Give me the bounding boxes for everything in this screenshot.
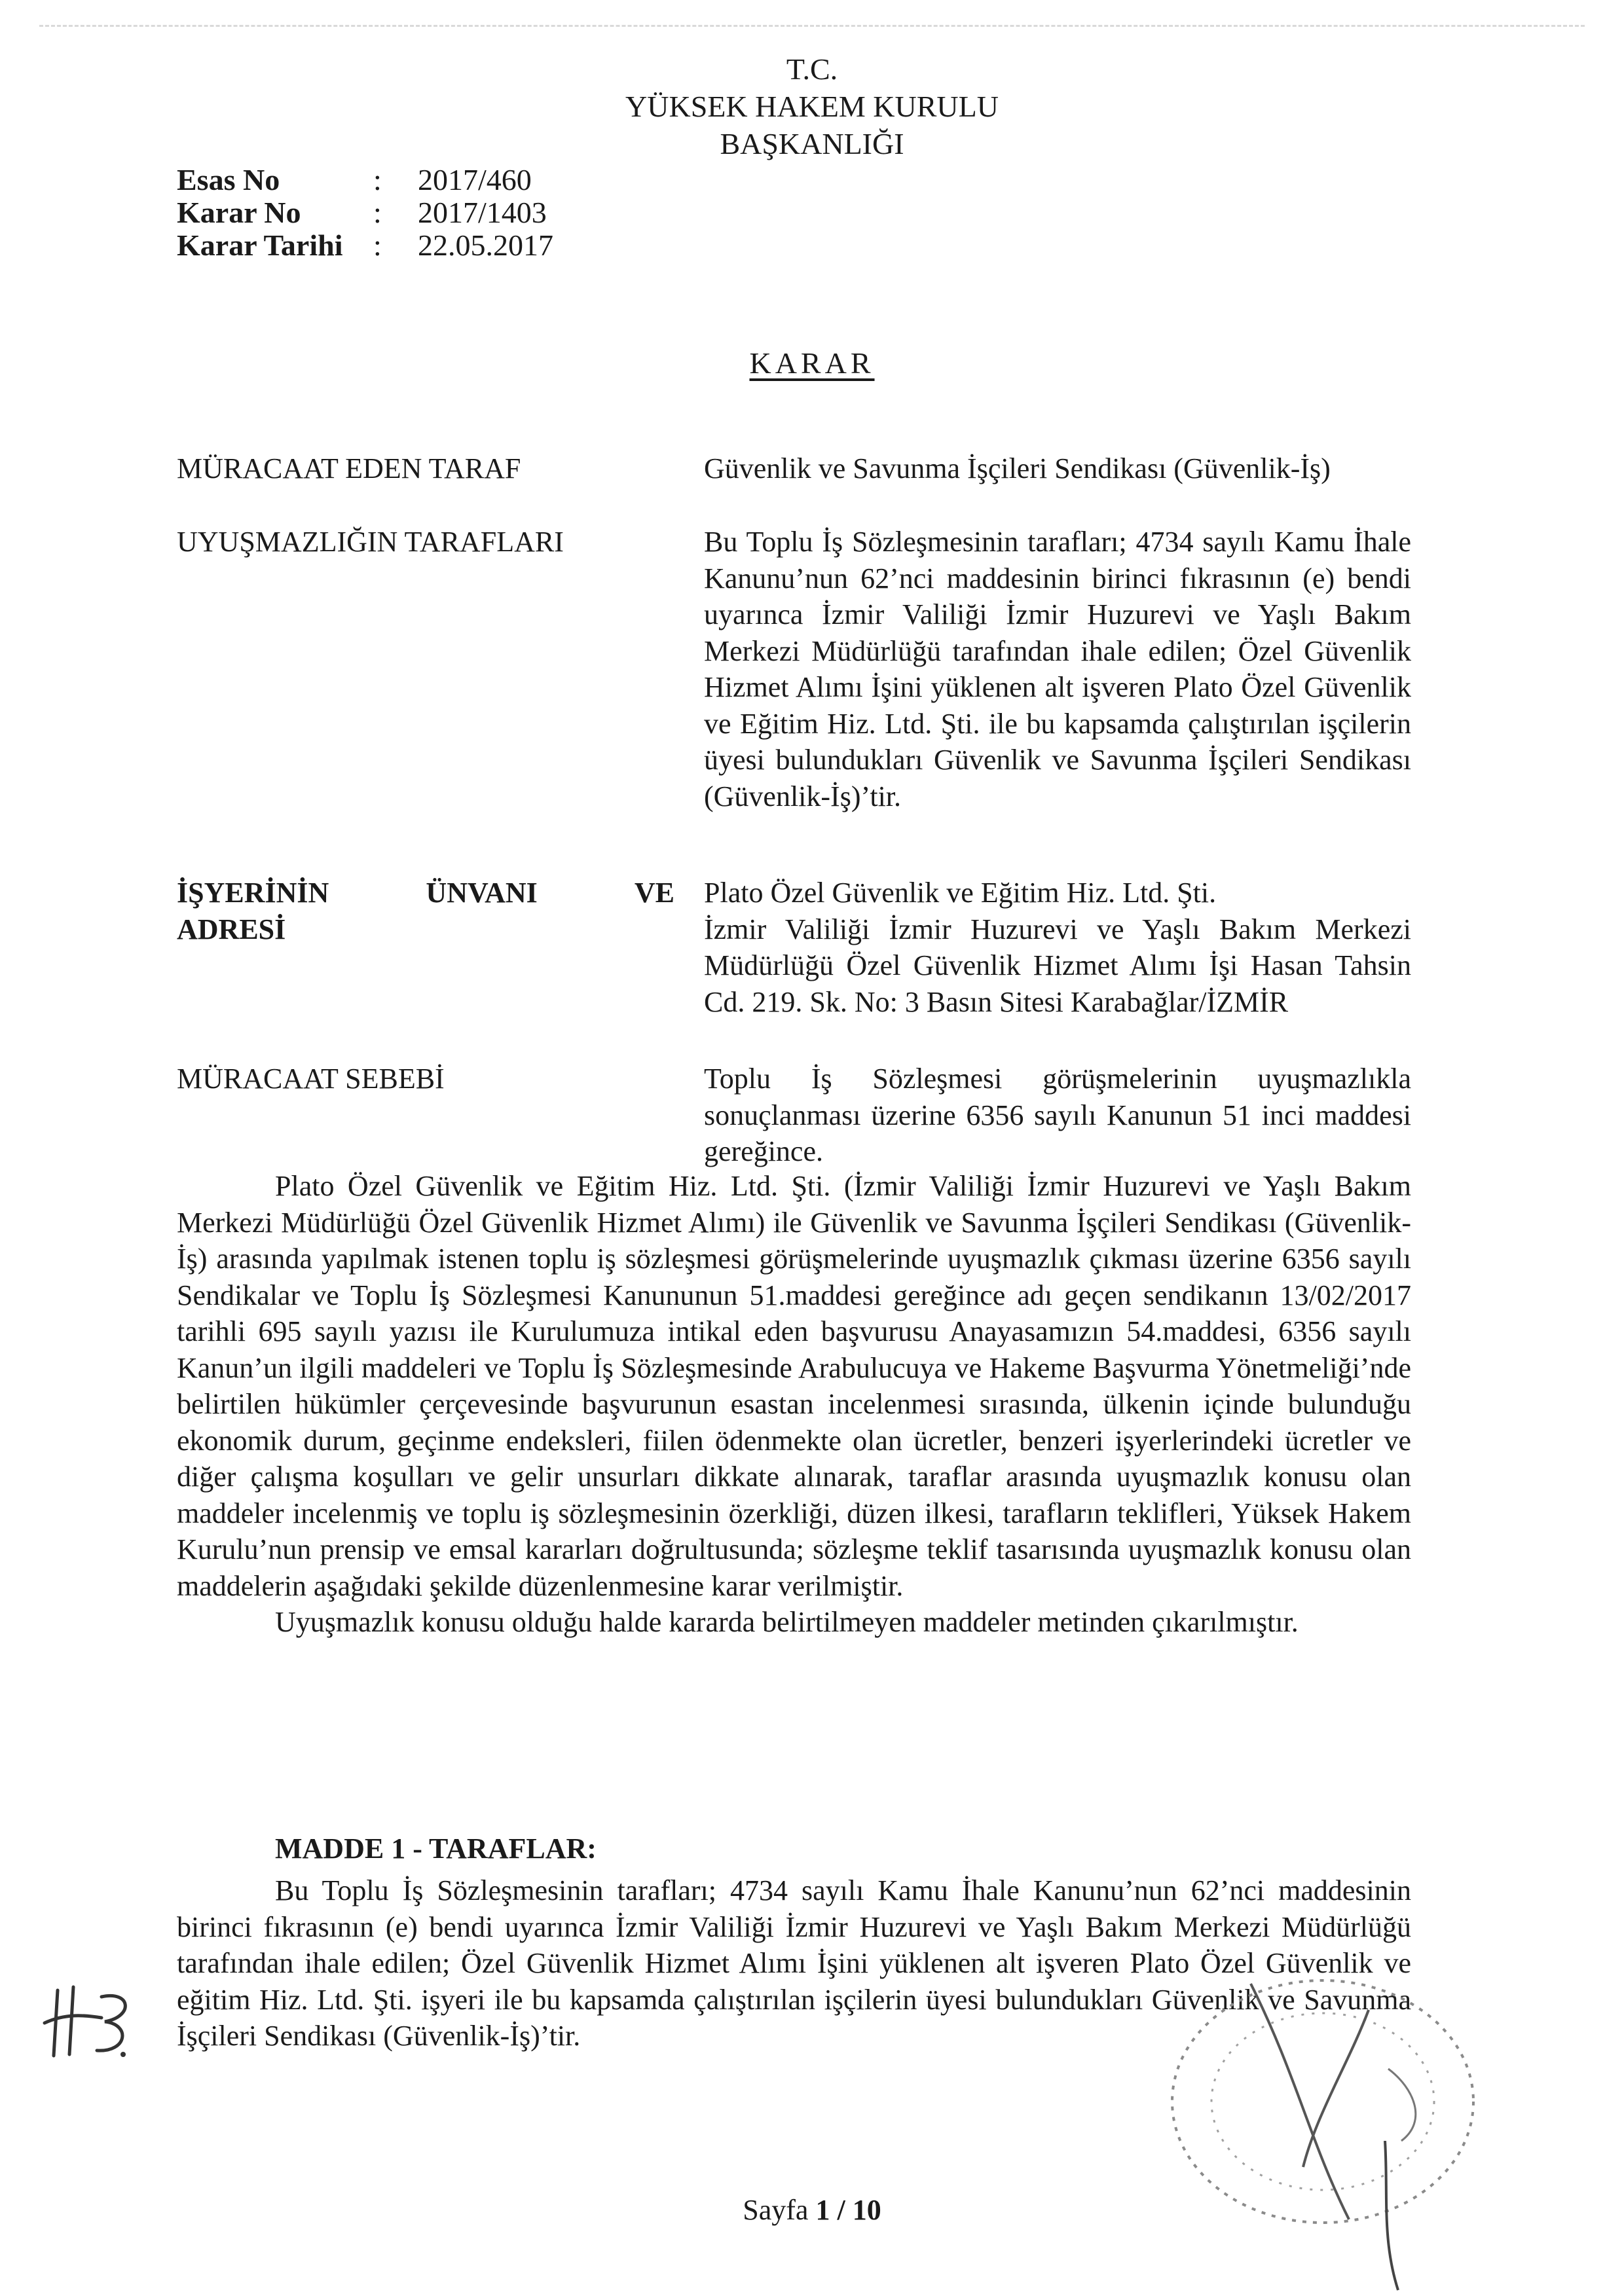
- sebep-text: Toplu İş Sözleşmesi görüşmelerinin uyuşmazlıkla sonuçlanması üzerine 6356 sayılı Kanunun 51 inci maddesi gereğince.: [704, 1063, 1411, 1167]
- header-tc: T.C.: [786, 52, 838, 86]
- page-separator: /: [837, 2194, 845, 2226]
- sebep-label: MÜRACAAT SEBEBİ: [177, 1063, 445, 1095]
- tarih-label: Karar Tarihi: [177, 228, 343, 262]
- tarih-row: [177, 229, 553, 262]
- esas-label: Esas No: [177, 163, 280, 196]
- karar-label: Karar No: [177, 196, 301, 229]
- document-title: [0, 346, 1624, 380]
- isyeri-label-3: VE: [634, 877, 674, 909]
- madde-1-title: MADDE 1 - TARAFLAR:: [275, 1832, 597, 1865]
- karar-value: 2017/1403: [418, 196, 547, 229]
- tarih-value: 22.05.2017: [418, 228, 553, 262]
- page-total: 10: [852, 2194, 881, 2226]
- muracaat-eden-label: MÜRACAAT EDEN TARAF: [177, 452, 521, 484]
- header-institution: YÜKSEK HAKEM KURULU: [625, 90, 999, 123]
- isyeri-value: [704, 875, 1411, 1020]
- sebep-value: [704, 1061, 1411, 1170]
- isyeri-label-1: İŞYERİNİN: [177, 877, 329, 909]
- isyeri-address: İzmir Valiliği İzmir Huzurevi ve Yaşlı Bakım Merkezi Müdürlüğü Özel Güvenlik Hizmet Alımı İşi Hasan Tahsin Cd. 219. Sk. No: 3 Basın Sitesi Karabağlar/İZMİR: [704, 913, 1411, 1018]
- karar-row: [177, 196, 553, 229]
- page-footer: [0, 2193, 1624, 2227]
- page-current: 1: [815, 2194, 830, 2226]
- body-paragraphs: [177, 1168, 1411, 1641]
- isyeri-name: Plato Özel Güvenlik ve Eğitim Hiz. Ltd. Şti.: [704, 877, 1217, 909]
- taraflar-label: UYUŞMAZLIĞIN TARAFLARI: [177, 526, 564, 558]
- body-paragraph-1: Plato Özel Güvenlik ve Eğitim Hiz. Ltd. Şti. (İzmir Valiliği İzmir Huzurevi ve Yaşlı Bakım Merkezi Müdürlüğü Özel Güvenlik Hizmet Alımı) ile Güvenlik ve Savunma İşçileri Sendikası (Güvenlik-İş) arasında yapılmak istenen toplu iş sözleşmesi görüşmelerinde uyuşmazlık çıkması üzerine 6356 sayılı Sendikalar ve Toplu İş Sözleşmesi Kanununun 51.maddesi gereğince adı geçen sendikanın 13/02/2017 tarihli 695 sayılı yazısı ile Kurulumuza intikal eden başvurusu Anayasamızın 54.maddesi, 6356 sayılı Kanun’un ilgili maddeleri ve Toplu İş Sözleşmesinde Arabulucuya ve Hakeme Başvurma Yönetmeliği’nde belirtilen hükümler çerçevesinde başvurunun esastan incelenmesi sırasında, ülkenin içinde bulunduğu ekonomik durum, geçinme endeksleri, fiilen ödenmekte olan ücretler, benzeri işyerlerindeki ücretler ve diğer çalışma koşulları ve gelir unsurları dikkate alınarak, taraflar arasında uyuşmazlık konusu olan maddeler incelenmiş ve toplu iş sözleşmesinin özerkliği, düzen ilkesi, tarafların teklifleri, Yüksek Hakem Kurulu’nun prensip ve emsal kararları doğrultusunda; sözleşme teklif tasarısında uyuşmazlık konusu olan maddelerin aşağıdaki şekilde düzenlenmesine karar verilmiştir.: [177, 1170, 1411, 1602]
- colon: :: [373, 163, 382, 196]
- header-office: BAŞKANLIĞI: [720, 127, 904, 160]
- colon: :: [373, 196, 382, 229]
- colon: :: [373, 228, 382, 262]
- esas-value: 2017/460: [418, 163, 532, 196]
- top-border: [39, 25, 1585, 27]
- document-title-text: KARAR: [749, 346, 875, 380]
- case-meta: [177, 164, 553, 262]
- esas-row: [177, 164, 553, 196]
- muracaat-eden-text: Güvenlik ve Savunma İşçileri Sendikası (Güvenlik-İş): [704, 452, 1331, 484]
- taraflar-value: [704, 524, 1411, 814]
- taraflar-text: Bu Toplu İş Sözleşmesinin tarafları; 4734 sayılı Kamu İhale Kanunu’nun 62’nci maddesinin birinci fıkrasının (e) bendi uyarınca İzmir Valiliği İzmir Huzurevi ve Yaşlı Bakım Merkezi Müdürlüğü tarafından ihale edilen; Özel Güvenlik Hizmet Alımı İşini yüklenen alt işveren Plato Özel Güvenlik ve Eğitim Hiz. Ltd. Şti. ile bu kapsamda çalıştırılan işçilerin üyesi bulundukları Güvenlik ve Savunma İşçileri Sendikası (Güvenlik-İş)’tir.: [704, 526, 1411, 812]
- isyeri-label-2: ÜNVANI: [426, 877, 538, 909]
- page-prefix: Sayfa: [743, 2194, 809, 2226]
- isyeri-label: [177, 875, 674, 948]
- signature-initials-icon: [39, 1977, 138, 2069]
- body-paragraph-2: Uyuşmazlık konusu olduğu halde kararda belirtilmeyen maddeler metinden çıkarılmıştır.: [275, 1606, 1299, 1638]
- muracaat-eden-value: [704, 450, 1411, 487]
- madde-1-text: Bu Toplu İş Sözleşmesinin tarafları; 4734 sayılı Kamu İhale Kanunu’nun 62’nci maddesinin birinci fıkrasının (e) bendi uyarınca İzmir Valiliği İzmir Huzurevi ve Yaşlı Bakım Merkezi Müdürlüğü tarafından ihale edilen; Özel Güvenlik Hizmet Alımı İşini yüklenen alt işveren Plato Özel Güvenlik ve eğitim Hiz. Ltd. Şti. işyeri ile bu kapsamda çalıştırılan işçilerin üyesi bulundukları Güvenlik ve Savunma İşçileri Sendikası (Güvenlik-İş)’tir.: [177, 1874, 1411, 2052]
- isyeri-label-4: ADRESİ: [177, 913, 286, 945]
